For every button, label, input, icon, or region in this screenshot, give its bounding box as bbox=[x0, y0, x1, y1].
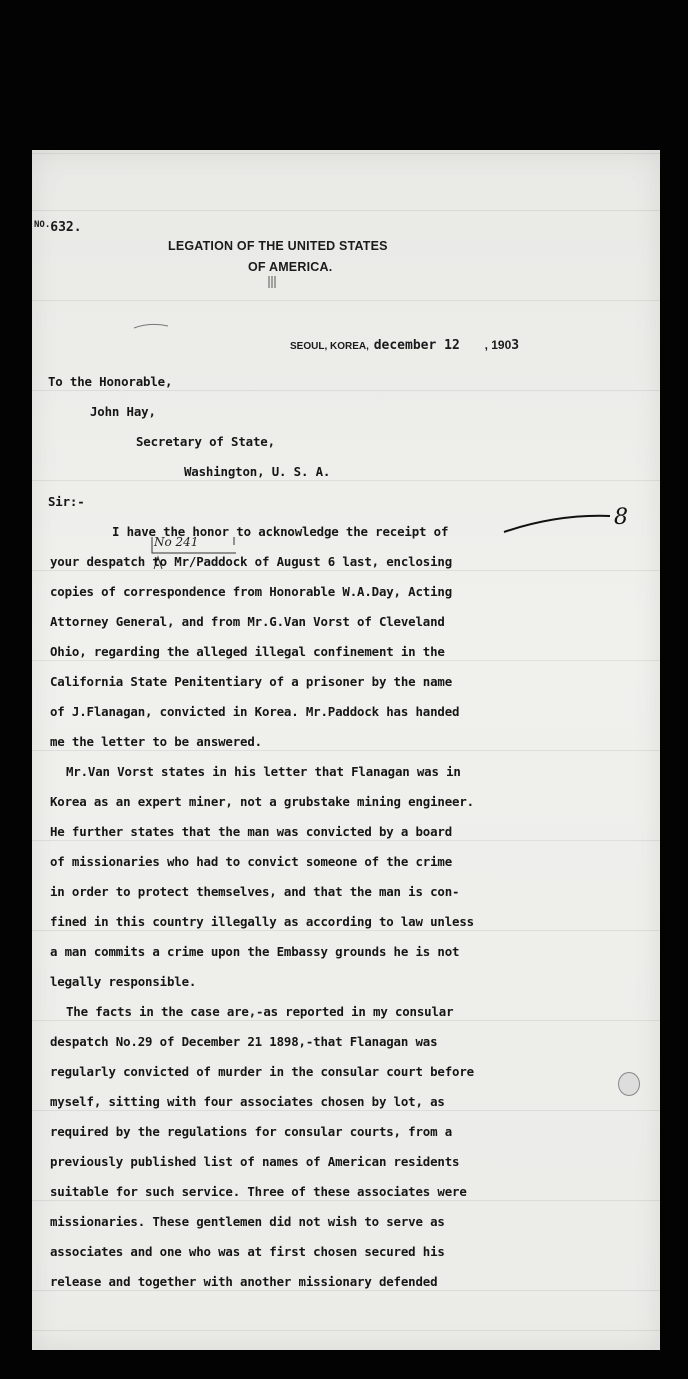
letterhead-line-1: LEGATION OF THE UNITED STATES bbox=[168, 239, 388, 253]
body-line: missionaries. These gentlemen did not wish to serve as bbox=[50, 1214, 445, 1229]
body-line: Mr.Van Vorst states in his letter that Flanagan was in bbox=[66, 764, 461, 779]
number-prefix: NO. bbox=[34, 220, 51, 230]
body-line: suitable for such service. Three of these associates were bbox=[50, 1184, 467, 1199]
salutation: Sir:- bbox=[48, 494, 85, 509]
dateline-place: SEOUL, KOREA, bbox=[290, 341, 369, 352]
inserted-despatch-number: No 241 bbox=[154, 535, 199, 549]
pen-mark-icon bbox=[132, 318, 172, 332]
body-line: release and together with another missionary defended bbox=[50, 1274, 438, 1289]
body-line: fined in this country illegally as according to law unless bbox=[50, 914, 474, 929]
body-line: of missionaries who had to convict someone of the crime bbox=[50, 854, 453, 869]
body-line: in order to protect themselves, and that the man is con- bbox=[50, 884, 460, 899]
address-line-2: John Hay, bbox=[90, 404, 156, 419]
body-line: previously published list of names of American residents bbox=[50, 1154, 460, 1169]
body-line: required by the regulations for consular courts, from a bbox=[50, 1124, 453, 1139]
body-line: legally responsible. bbox=[50, 974, 197, 989]
number-value: 632. bbox=[50, 220, 82, 235]
body-line: He further states that the man was convicted by a board bbox=[50, 824, 453, 839]
body-line: Korea as an expert miner, not a grubstake mining engineer. bbox=[50, 794, 474, 809]
address-line-3: Secretary of State, bbox=[136, 434, 275, 449]
body-line: your despatch to Mr/Paddock of August 6 last, enclosing bbox=[50, 554, 453, 569]
punch-hole-mark bbox=[618, 1072, 640, 1096]
body-line: despatch No.29 of December 21 1898,-that Flanagan was bbox=[50, 1034, 438, 1049]
margin-pointer-line-icon bbox=[502, 510, 612, 536]
dateline bbox=[290, 338, 519, 353]
address-line-1: To the Honorable, bbox=[48, 374, 173, 389]
body-line: regularly convicted of murder in the consular court before bbox=[50, 1064, 474, 1079]
despatch-number bbox=[34, 220, 82, 235]
dateline-date: december 12 bbox=[373, 338, 460, 353]
body-line: associates and one who was at first chosen secured his bbox=[50, 1244, 445, 1259]
body-line: Attorney General, and from Mr.G.Van Vorst of Cleveland bbox=[50, 614, 445, 629]
body-line: I have the honor to acknowledge the receipt of bbox=[112, 524, 449, 539]
letterhead-line-2: OF AMERICA. bbox=[248, 260, 333, 274]
body-line: Ohio, regarding the alleged illegal confinement in the bbox=[50, 644, 445, 659]
address-line-4: Washington, U. S. A. bbox=[184, 464, 331, 479]
margin-page-number: 8 bbox=[614, 505, 628, 530]
letterhead-mark-icon bbox=[266, 274, 278, 290]
body-line: The facts in the case are,-as reported in my consular bbox=[66, 1004, 454, 1019]
letter-page bbox=[32, 150, 660, 1350]
body-line: copies of correspondence from Honorable W.A.Day, Acting bbox=[50, 584, 453, 599]
body-line: myself, sitting with four associates chosen by lot, as bbox=[50, 1094, 445, 1109]
body-line: me the letter to be answered. bbox=[50, 734, 262, 749]
body-line: California State Penitentiary of a prisoner by the name bbox=[50, 674, 453, 689]
body-line: a man commits a crime upon the Embassy grounds he is not bbox=[50, 944, 460, 959]
dateline-year: , 190 bbox=[484, 338, 512, 352]
dateline-year-digit: 3 bbox=[511, 338, 520, 353]
body-line: of J.Flanagan, convicted in Korea. Mr.Paddock has handed bbox=[50, 704, 460, 719]
